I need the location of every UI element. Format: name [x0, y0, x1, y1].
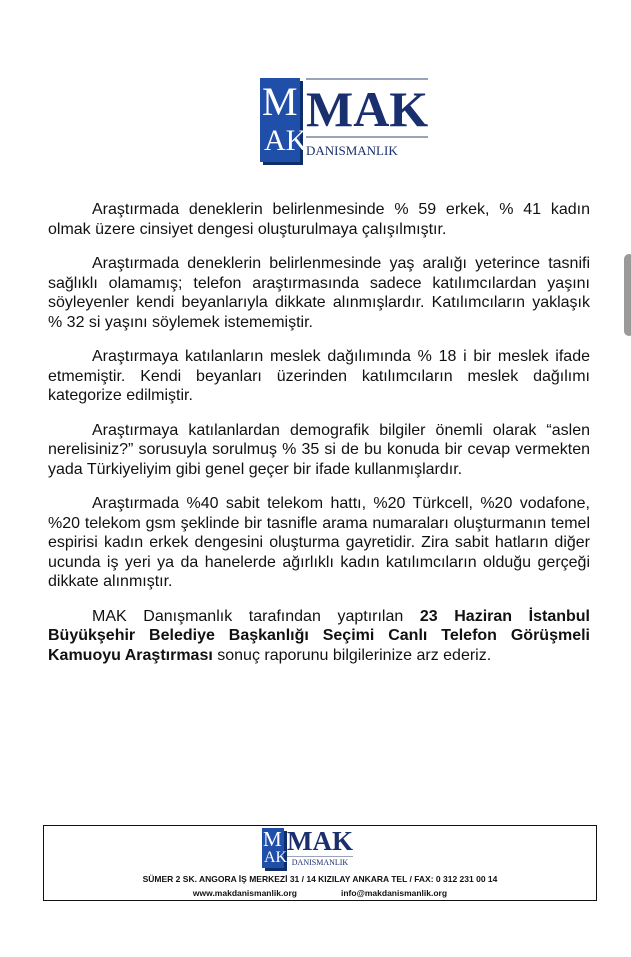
document-body — [48, 200, 590, 680]
email-link[interactable]: info@makdanismanlik.org — [341, 888, 448, 898]
logo-mark-top: M — [262, 79, 298, 124]
paragraph: Araştırmada %40 sabit telekom hattı, %20 Türkcell, %20 vodafone, %20 telekom gsm şeklinde bir tasnifle arama numaraları oluşturmanın temel espirisi kadın erkek dengesini oluşturma gayretidir. Zira sabit hatların diğer ucunda iş yeri ya da hanelerde ağırlıklı kadın katılımcıların olduğu gerçeği dikkate alınmıştır. — [48, 495, 590, 590]
footer — [43, 825, 597, 901]
paragraph: Araştırmada deneklerin belirlenmesinde yaş aralığı yeterince tasnifi sağlıklı olamamış; telefon araştırmasında sadece katılımcılardan yaşını söyleyenler kendi beyanlarıyla dikkate alınmışlardır. Katılımcıların yaklaşık % 32 si yaşını söylemek istememiştir. — [48, 255, 590, 331]
logo-mark-bottom: AK — [264, 124, 308, 157]
website-link[interactable]: www.makdanismanlik.org — [192, 888, 297, 898]
mak-logo — [260, 78, 428, 162]
closing-text-end: sonuç raporunu bilgilerinize arz ederiz. — [212, 646, 492, 664]
logo-mark — [262, 827, 288, 868]
logo-name: MAK — [287, 826, 353, 856]
closing-text: MAK Danışmanlık tarafından yaptırılan — [92, 607, 420, 625]
logo-subtitle: DANISMANLIK — [291, 858, 349, 867]
closing-paragraph — [48, 607, 590, 666]
logo-mark-top: M — [263, 827, 282, 851]
footer-logo — [262, 828, 353, 868]
logo-name: MAK — [306, 78, 428, 138]
report-title: 23 Haziran İstanbul Büyükşehir Belediye Başkanlığı Seçimi Canlı Telefon Görüşmeli Kamuoyu Araştırması — [48, 607, 590, 664]
paragraph: Araştırmaya katılanların meslek dağılımında % 18 i bir meslek ifade etmemiştir. Kendi beyanları üzerinden katılımcıların meslek dağılımı kategorize edilmiştir. — [48, 348, 590, 404]
logo-subtitle: DANISMANLIK — [306, 143, 398, 158]
logo-mark-bottom: AK — [264, 849, 288, 866]
paragraph: Araştırmada deneklerin belirlenmesinde % 59 erkek, % 41 kadın olmak üzere cinsiyet dengesi oluşturulmaya çalışılmıştır. — [48, 201, 590, 238]
paragraph: Araştırmaya katılanlardan demografik bilgiler önemli olarak “aslen nerelisiniz?” sorusuyla sorulmuş % 35 si de bu konuda bir cevap vermekten yada Türkiyeliyim gibi genel geçer bir ifade kullanmışlardır. — [48, 421, 590, 478]
logo-mark — [260, 78, 308, 162]
footer-address: SÜMER 2 SK. ANGORA İŞ MERKEZİ 31 / 14 KIZILAY ANKARA TEL / FAX: 0 312 231 00 14 — [142, 874, 498, 884]
scrollbar-thumb[interactable] — [624, 254, 631, 336]
